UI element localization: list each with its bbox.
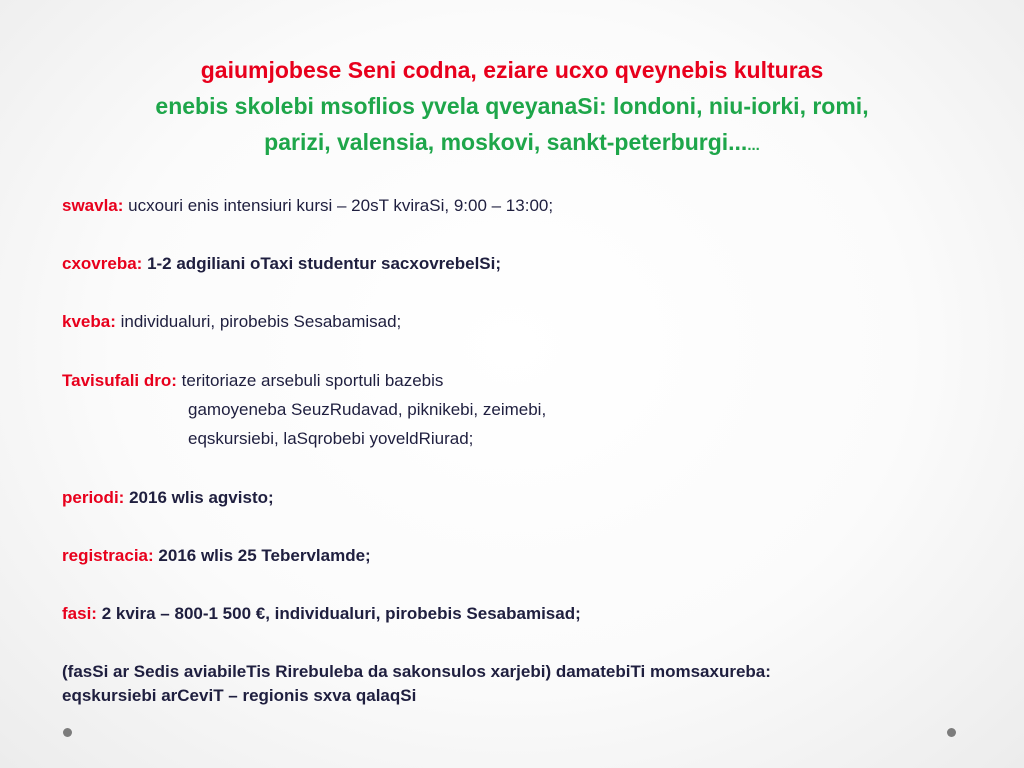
item-label: swavla:: [62, 196, 124, 215]
item-label: kveba:: [62, 312, 116, 331]
item-study: [62, 194, 553, 218]
title-line-3: [0, 124, 1024, 164]
item-label: fasi:: [62, 604, 97, 623]
item-value: 1-2 adgiliani oTaxi studentur sacxovrebelSi;: [147, 254, 502, 273]
item-label: cxovreba:: [62, 254, 143, 273]
item-value: 2016 wlis agvisto;: [129, 488, 274, 507]
decorative-dot-left: [63, 728, 72, 737]
item-value: teritoriaze arsebuli sportuli bazebis: [181, 371, 444, 390]
item-label: Tavisufali dro:: [62, 371, 177, 390]
item-label: registracia:: [62, 546, 154, 565]
item-period: [62, 486, 274, 510]
item-value: ucxouri enis intensiuri kursi – 20sT kviraSi, 9:00 – 13:00;: [128, 196, 554, 215]
item-price: [62, 602, 581, 626]
title-line-3-text: parizi, valensia, moskovi, sankt-peterburgi...: [264, 129, 748, 155]
item-value: 2016 wlis 25 Tebervlamde;: [158, 546, 371, 565]
item-value-continued: eqskursiebi, laSqrobebi yoveldRiurad;: [188, 429, 474, 448]
title-line-1: gaiumjobese Seni codna, eziare ucxo qveynebis kulturas: [200, 57, 824, 83]
item-value: individualuri, pirobebis Sesabamisad;: [120, 312, 402, 331]
item-value: 2 kvira – 800-1 500 €, individualuri, pirobebis Sesabamisad;: [101, 604, 581, 623]
item-free-time-cont-1: [188, 398, 546, 422]
title-line-2: enebis skolebi msoflios yvela qveyanaSi: londoni, niu-iorki, romi,: [155, 93, 869, 119]
item-living: [62, 252, 501, 276]
note-line-2: eqskursiebi arCeviT – regionis sxva qalaqSi: [62, 686, 417, 705]
item-registration: [62, 544, 371, 568]
item-free-time-cont-2: [188, 427, 473, 451]
item-value-continued: gamoyeneba SeuzRudavad, piknikebi, zeimebi,: [188, 400, 547, 419]
note-line-1: (fasSi ar Sedis aviabileTis Rirebuleba da sakonsulos xarjebi) damatebiTi momsaxureba:: [62, 662, 771, 681]
item-food: [62, 310, 401, 334]
title-ellipsis: ...: [747, 137, 760, 154]
item-label: periodi:: [62, 488, 125, 507]
decorative-dot-right: [947, 728, 956, 737]
item-free-time: [62, 369, 443, 393]
